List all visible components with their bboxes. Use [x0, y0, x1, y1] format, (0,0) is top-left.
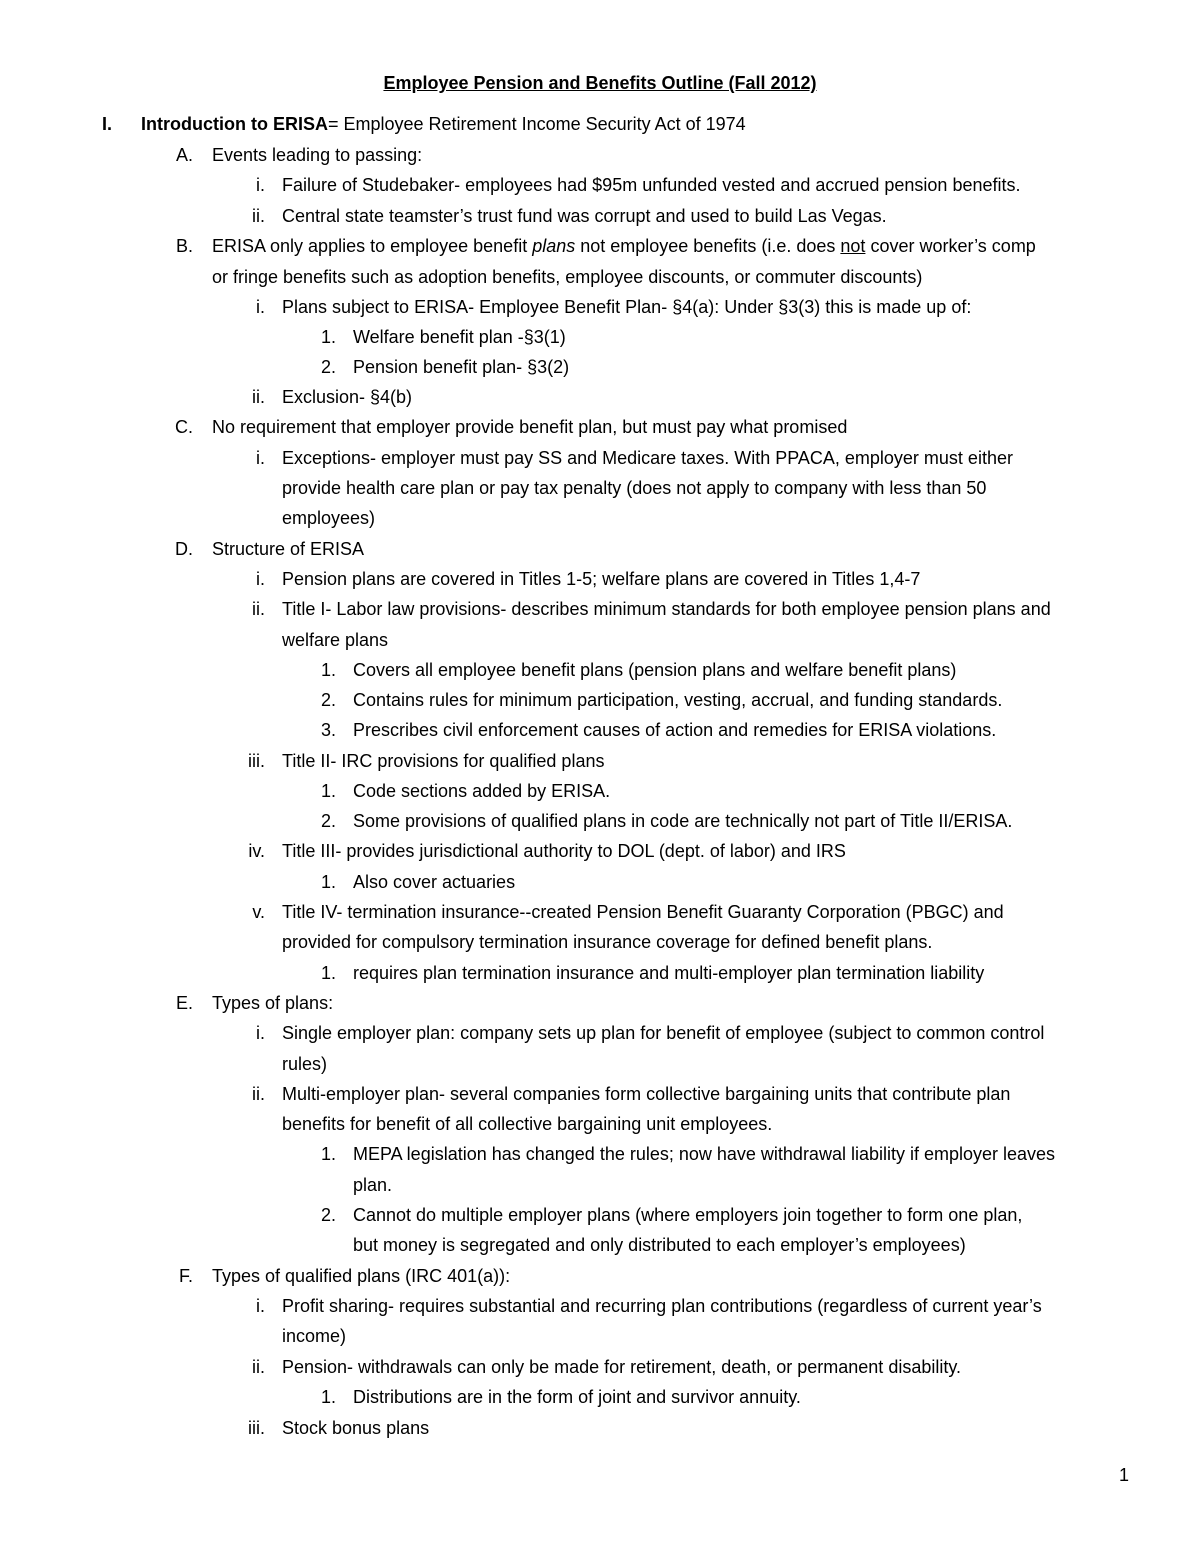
outline-line: No requirement that employer provide benefit plan, but must pay what promised	[212, 417, 848, 437]
outline-marker: B.	[175, 236, 193, 256]
outline-marker: ii.	[252, 387, 265, 407]
outline-line: Title IV- termination insurance--created Pension Benefit Guaranty Corporation (PBGC) and	[282, 902, 1004, 922]
outline-marker: 2.	[320, 811, 336, 831]
outline-line	[141, 113, 746, 135]
outline-marker: D.	[175, 539, 193, 559]
outline-line: Some provisions of qualified plans in code are technically not part of Title II/ERISA.	[353, 811, 1013, 831]
outline-line: Pension plans are covered in Titles 1-5; welfare plans are covered in Titles 1,4-7	[282, 569, 921, 589]
outline-text-ital: plans	[532, 236, 576, 256]
outline-marker: ii.	[252, 599, 265, 619]
outline-line: Covers all employee benefit plans (pension plans and welfare benefit plans)	[353, 660, 957, 680]
outline-line: Failure of Studebaker- employees had $95m unfunded vested and accrued pension benefits.	[282, 175, 1021, 195]
outline-marker: 2.	[320, 690, 336, 710]
outline-marker: i.	[256, 297, 265, 317]
outline-marker: 3.	[320, 720, 336, 740]
outline-line: benefits for benefit of all collective bargaining unit employees.	[282, 1114, 773, 1134]
outline-marker: ii.	[252, 1084, 265, 1104]
outline-line: Pension benefit plan- §3(2)	[353, 357, 570, 377]
outline-marker: iii.	[248, 1418, 265, 1438]
outline-marker: 2.	[320, 1205, 336, 1225]
outline-line: rules)	[282, 1054, 328, 1074]
outline-line: Types of qualified plans (IRC 401(a)):	[212, 1266, 511, 1286]
outline-line: Distributions are in the form of joint and survivor annuity.	[353, 1387, 801, 1407]
outline-line: Pension- withdrawals can only be made for retirement, death, or permanent disability.	[282, 1357, 962, 1377]
outline-marker: 2.	[320, 357, 336, 377]
outline-marker: iv.	[248, 841, 265, 861]
outline-line: Single employer plan: company sets up plan for benefit of employee (subject to common control	[282, 1023, 1045, 1043]
outline-line: Stock bonus plans	[282, 1418, 430, 1438]
outline-heading: Introduction to ERISA	[141, 114, 328, 134]
page-number: 1	[1119, 1465, 1130, 1485]
outline-marker: F.	[178, 1266, 193, 1286]
outline-line: plan.	[353, 1175, 393, 1195]
outline-line: income)	[282, 1326, 347, 1346]
outline-text-ul: not	[840, 236, 866, 256]
outline-line: or fringe benefits such as adoption benefits, employee discounts, or commuter discounts)	[212, 267, 923, 287]
outline-marker: 1.	[320, 1144, 336, 1164]
outline-marker: E.	[175, 993, 193, 1013]
outline-line: Central state teamster’s trust fund was corrupt and used to build Las Vegas.	[282, 206, 887, 226]
outline-marker: A.	[175, 145, 193, 165]
outline-marker: 1.	[320, 872, 336, 892]
outline-line: MEPA legislation has changed the rules; now have withdrawal liability if employer leaves	[353, 1144, 1056, 1164]
outline-marker: ii.	[252, 206, 265, 226]
outline-marker: i.	[256, 448, 265, 468]
outline-line: requires plan termination insurance and multi-employer plan termination liability	[353, 963, 985, 983]
outline-line: Plans subject to ERISA- Employee Benefit Plan- §4(a): Under §3(3) this is made up of:	[282, 297, 972, 317]
outline-line: Types of plans:	[212, 993, 334, 1013]
outline-line: Contains rules for minimum participation, vesting, accrual, and funding standards.	[353, 690, 1003, 710]
outline-line: Events leading to passing:	[212, 145, 423, 165]
outline-text-pre: ERISA only applies to employee benefit	[212, 236, 533, 256]
outline-line: provided for compulsory termination insurance coverage for defined benefit plans.	[282, 932, 933, 952]
outline-line: but money is segregated and only distributed to each employer’s employees)	[353, 1235, 966, 1255]
outline-line: Also cover actuaries	[353, 872, 516, 892]
outline-line: Exclusion- §4(b)	[282, 387, 413, 407]
outline-marker: i.	[256, 175, 265, 195]
outline-line: Multi-employer plan- several companies form collective bargaining units that contribute plan	[282, 1084, 1011, 1104]
outline-line: Title III- provides jurisdictional authority to DOL (dept. of labor) and IRS	[282, 841, 846, 861]
outline-marker: 1.	[320, 1387, 336, 1407]
outline-heading-rest: = Employee Retirement Income Security Act of 1974	[327, 114, 746, 134]
outline-line: Profit sharing- requires substantial and recurring plan contributions (regardless of current year’s	[282, 1296, 1042, 1316]
outline-line: provide health care plan or pay tax penalty (does not apply to company with less than 50	[282, 478, 987, 498]
outline-marker: ii.	[252, 1357, 265, 1377]
outline-line: Exceptions- employer must pay SS and Medicare taxes. With PPACA, employer must either	[282, 448, 1013, 468]
outline-line: Structure of ERISA	[212, 539, 365, 559]
document-title: Employee Pension and Benefits Outline (Fall 2012)	[383, 73, 817, 93]
outline-line: Title I- Labor law provisions- describes minimum standards for both employee pension plans and	[282, 599, 1051, 619]
outline-marker: v.	[252, 902, 265, 922]
outline-line: welfare plans	[282, 630, 389, 650]
outline-line: Cannot do multiple employer plans (where employers join together to form one plan,	[353, 1205, 1023, 1225]
outline-line	[212, 235, 1036, 257]
outline-line: employees)	[282, 508, 376, 528]
outline-line: Title II- IRC provisions for qualified plans	[282, 751, 605, 771]
outline-marker: iii.	[248, 751, 265, 771]
outline-marker: I.	[101, 114, 112, 134]
outline-marker: 1.	[320, 327, 336, 347]
outline-marker: i.	[256, 569, 265, 589]
outline-marker: i.	[256, 1023, 265, 1043]
outline-marker: C.	[175, 417, 193, 437]
outline-line: Code sections added by ERISA.	[353, 781, 611, 801]
outline-marker: 1.	[320, 781, 336, 801]
outline-text-mid: not employee benefits (i.e. does	[575, 236, 841, 256]
outline-line: Prescribes civil enforcement causes of action and remedies for ERISA violations.	[353, 720, 997, 740]
outline-line: Welfare benefit plan -§3(1)	[353, 327, 566, 347]
outline-marker: 1.	[320, 963, 336, 983]
outline-marker: i.	[256, 1296, 265, 1316]
outline-marker: 1.	[320, 660, 336, 680]
outline-text-post: cover worker’s comp	[865, 236, 1036, 256]
